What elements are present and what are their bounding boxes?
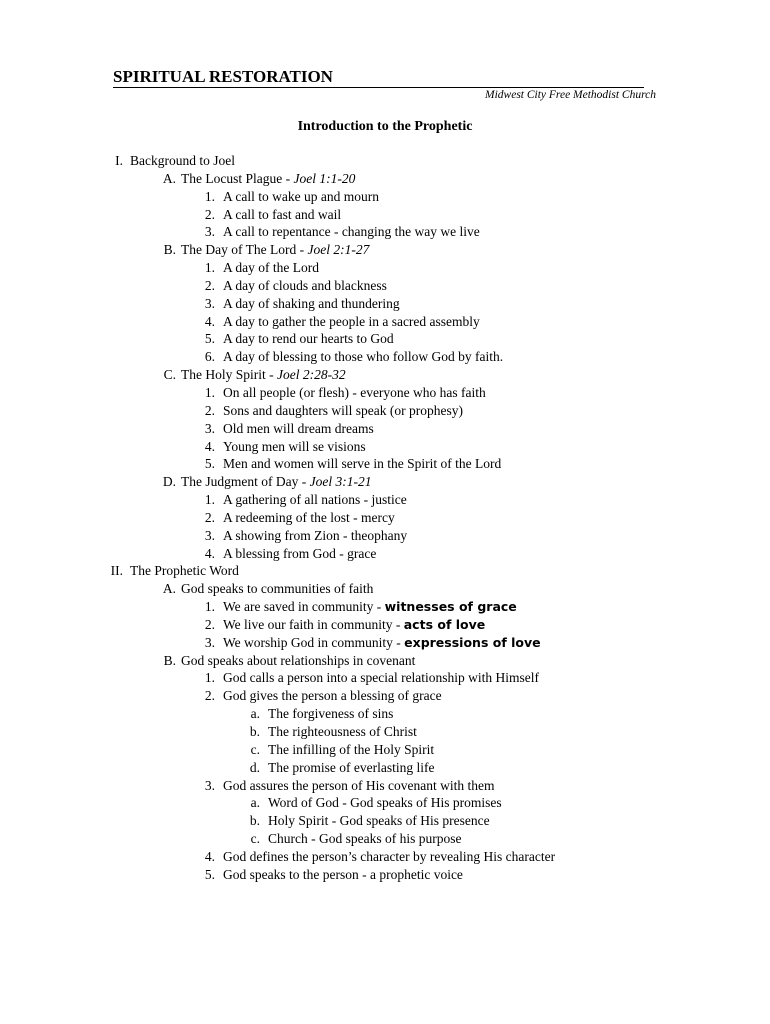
outline-item-text: A call to repentance - changing the way we live	[223, 224, 480, 240]
outline-item-text: God assures the person of His covenant with them	[223, 777, 495, 793]
outline-text	[223, 634, 541, 652]
outline-item-text: Holy Spirit - God speaks of His presence	[268, 813, 490, 829]
outline-item-text: God speaks to communities of faith	[181, 581, 374, 597]
outline-item-level-4	[0, 705, 770, 723]
outline-item-level-3	[0, 402, 770, 420]
outline-text	[223, 206, 341, 224]
outline-marker: 2.	[204, 402, 215, 418]
outline-item-text: On all people (or flesh) - everyone who has faith	[223, 384, 486, 400]
outline-item-text: Background to Joel	[130, 153, 235, 168]
outline-text	[223, 420, 374, 438]
outline-marker: 1.	[204, 384, 215, 400]
outline-text	[268, 741, 434, 759]
outline-text	[223, 598, 517, 616]
outline-marker: a.	[250, 795, 260, 811]
outline-text	[223, 491, 407, 509]
outline-item-text: Young men will se visions	[223, 438, 366, 454]
outline-marker: 6.	[204, 349, 215, 365]
outline-item-text: Old men will dream dreams	[223, 420, 374, 436]
outline-item-text: A day of blessing to those who follow God by faith.	[223, 349, 504, 365]
outline-item-text: A day of shaking and thundering	[223, 295, 400, 311]
outline-item-text: God speaks to the person - a prophetic voice	[223, 866, 463, 882]
outline-item-level-3	[0, 277, 770, 295]
outline-item-text: We are saved in community -	[223, 599, 385, 615]
outline-text	[223, 545, 376, 563]
scripture-reference: Joel 2:28-32	[277, 367, 346, 383]
outline-item-text: The Prophetic Word	[130, 563, 239, 579]
outline-marker: c.	[250, 741, 260, 757]
outline-text	[223, 777, 494, 795]
outline-marker: 5.	[204, 331, 215, 347]
outline-item-level-2	[0, 241, 770, 259]
outline-text	[223, 259, 319, 277]
emphasized-phrase: acts of love	[403, 616, 486, 632]
outline-text	[223, 402, 463, 420]
outline-item-level-4	[0, 812, 770, 830]
outline-item-text: We worship God in community -	[223, 634, 405, 650]
outline-text	[181, 241, 369, 259]
outline-item-level-3	[0, 330, 770, 348]
outline-item-text: A day of clouds and blackness	[223, 277, 387, 293]
outline-text	[223, 848, 555, 866]
outline-text	[223, 223, 480, 241]
outline-marker: 2.	[204, 688, 215, 704]
outline-text	[130, 152, 235, 170]
outline-marker: a.	[250, 706, 260, 722]
outline-marker: 1.	[204, 599, 215, 615]
outline-text	[223, 330, 394, 348]
outline-item-text: Church - God speaks of his purpose	[268, 831, 462, 847]
outline-marker: b.	[249, 813, 260, 829]
outline-text	[268, 705, 393, 723]
outline-item-text: God defines the person’s character by revealing His character	[223, 848, 556, 864]
emphasized-phrase: expressions of love	[404, 634, 541, 650]
outline-marker: 3.	[204, 634, 215, 650]
outline-item-level-3	[0, 509, 770, 527]
outline-text	[223, 616, 485, 634]
outline-item-text: A day to rend our hearts to God	[223, 331, 394, 347]
outline-item-level-4	[0, 723, 770, 741]
outline-item-text: God gives the person a blessing of grace	[223, 688, 442, 704]
outline-marker: D.	[162, 474, 176, 490]
outline-marker: 3.	[204, 777, 215, 793]
outline-marker: c.	[250, 831, 260, 847]
outline-item-text: The Holy Spirit -	[181, 367, 277, 383]
outline-text	[181, 652, 415, 670]
outline-list	[0, 152, 770, 884]
outline-marker: 4.	[204, 545, 215, 561]
outline-item-level-3	[0, 206, 770, 224]
outline-text	[268, 759, 434, 777]
outline-marker: 3.	[204, 224, 215, 240]
outline-marker: A.	[162, 581, 176, 597]
outline-item-level-3	[0, 598, 770, 616]
outline-item-level-3	[0, 348, 770, 366]
document-title: SPIRITUAL RESTORATION	[113, 67, 644, 88]
outline-item-text: A call to fast and wail	[223, 206, 342, 222]
outline-item-text: Men and women will serve in the Spirit of the Lord	[223, 456, 502, 472]
outline-marker: 1.	[204, 260, 215, 276]
outline-item-level-3	[0, 545, 770, 563]
outline-item-level-3	[0, 438, 770, 456]
outline-text	[223, 455, 501, 473]
outline-text	[223, 384, 486, 402]
scripture-reference: Joel 2:1-27	[307, 242, 370, 258]
outline-item-text: A gathering of all nations - justice	[223, 492, 407, 508]
outline-item-level-3	[0, 384, 770, 402]
outline-marker: C.	[163, 367, 176, 383]
outline-item-level-3	[0, 491, 770, 509]
outline-text	[223, 669, 539, 687]
outline-item-level-3	[0, 527, 770, 545]
outline-text	[268, 794, 502, 812]
outline-marker: 3.	[204, 295, 215, 311]
outline-text	[181, 170, 355, 188]
outline-item-text: A day to gather the people in a sacred assembly	[223, 313, 480, 329]
outline-item-level-3	[0, 420, 770, 438]
outline-item-level-3	[0, 634, 770, 652]
outline-text	[223, 313, 480, 331]
outline-item-text: Word of God - God speaks of His promises	[268, 795, 502, 811]
outline-item-level-3	[0, 866, 770, 884]
outline-marker: 2.	[204, 277, 215, 293]
outline-marker: 1.	[204, 670, 215, 686]
outline-marker: d.	[249, 759, 260, 775]
outline-text	[223, 348, 503, 366]
outline-item-text: The righteousness of Christ	[268, 724, 417, 739]
outline-item-level-4	[0, 759, 770, 777]
outline-item-text: The promise of everlasting life	[268, 759, 435, 775]
outline-marker: 1.	[204, 492, 215, 508]
outline-item-level-2	[0, 580, 770, 598]
outline-item-text: Sons and daughters will speak (or prophesy)	[223, 402, 463, 418]
outline-text	[223, 277, 387, 295]
outline-item-level-3	[0, 669, 770, 687]
outline-marker: B.	[163, 242, 176, 258]
outline-item-level-3	[0, 223, 770, 241]
outline-item-level-3	[0, 295, 770, 313]
outline-item-text: We live our faith in community -	[223, 616, 404, 632]
outline-item-text: A blessing from God - grace	[223, 545, 377, 561]
outline-text	[223, 687, 442, 705]
emphasized-phrase: witnesses of grace	[384, 599, 517, 615]
outline-item-level-1	[0, 152, 770, 170]
outline-item-level-2	[0, 366, 770, 384]
outline-marker: A.	[162, 170, 176, 186]
outline-marker: B.	[163, 652, 176, 668]
outline-item-level-3	[0, 616, 770, 634]
outline-item-text: A showing from Zion - theophany	[223, 527, 408, 543]
outline-text	[268, 830, 461, 848]
outline-item-level-3	[0, 313, 770, 331]
outline-marker: II.	[110, 563, 123, 579]
outline-marker: 3.	[204, 420, 215, 436]
outline-item-level-4	[0, 794, 770, 812]
scripture-reference: Joel 1:1-20	[293, 170, 356, 186]
outline-item-level-3	[0, 455, 770, 473]
outline-marker: 2.	[204, 509, 215, 525]
outline-text	[181, 473, 371, 491]
outline-item-level-3	[0, 777, 770, 795]
organization-name: Midwest City Free Methodist Church	[485, 89, 656, 101]
outline-item-level-1	[0, 562, 770, 580]
document-subtitle: Introduction to the Prophetic	[297, 119, 473, 134]
outline-item-level-3	[0, 687, 770, 705]
outline-item-level-2	[0, 652, 770, 670]
outline-text	[223, 438, 366, 456]
outline-item-text: God speaks about relationships in covenant	[181, 652, 416, 668]
outline-text	[268, 812, 490, 830]
outline-item-text: A call to wake up and mourn	[223, 188, 379, 204]
outline-marker: 3.	[204, 527, 215, 543]
outline-item-level-2	[0, 473, 770, 491]
outline-item-level-4	[0, 830, 770, 848]
outline-item-text: The Judgment of Day -	[181, 474, 310, 490]
scripture-reference: Joel 3:1-21	[309, 474, 372, 490]
outline-item-text: God calls a person into a special relationship with Himself	[223, 670, 540, 686]
outline-item-level-3	[0, 188, 770, 206]
outline-item-text: The Day of The Lord -	[181, 242, 308, 258]
outline-item-text: A day of the Lord	[223, 260, 319, 276]
outline-text	[223, 188, 379, 206]
outline-text	[223, 509, 395, 527]
outline-text	[223, 866, 463, 884]
outline-marker: 4.	[204, 848, 215, 864]
outline-item-text: The forgiveness of sins	[268, 706, 394, 722]
outline-text	[181, 366, 346, 384]
outline-item-level-2	[0, 170, 770, 188]
outline-item-text: The infilling of the Holy Spirit	[268, 741, 435, 757]
outline-marker: 4.	[204, 313, 215, 329]
outline-text	[130, 562, 239, 580]
outline-text	[223, 295, 400, 313]
outline-item-level-3	[0, 848, 770, 866]
outline-marker: 2.	[204, 206, 215, 222]
outline-marker: I.	[115, 153, 123, 168]
outline-marker: 4.	[204, 438, 215, 454]
outline-text	[181, 580, 373, 598]
outline-marker: b.	[249, 724, 260, 739]
outline-marker: 5.	[204, 866, 215, 882]
outline-item-level-4	[0, 741, 770, 759]
outline-marker: 1.	[204, 188, 215, 204]
outline-item-text: A redeeming of the lost - mercy	[223, 509, 395, 525]
outline-marker: 5.	[204, 456, 215, 472]
outline-text	[268, 723, 417, 741]
outline-item-text: The Locust Plague -	[181, 170, 294, 186]
outline-marker: 2.	[204, 616, 215, 632]
outline-text	[223, 527, 407, 545]
outline-item-level-3	[0, 259, 770, 277]
